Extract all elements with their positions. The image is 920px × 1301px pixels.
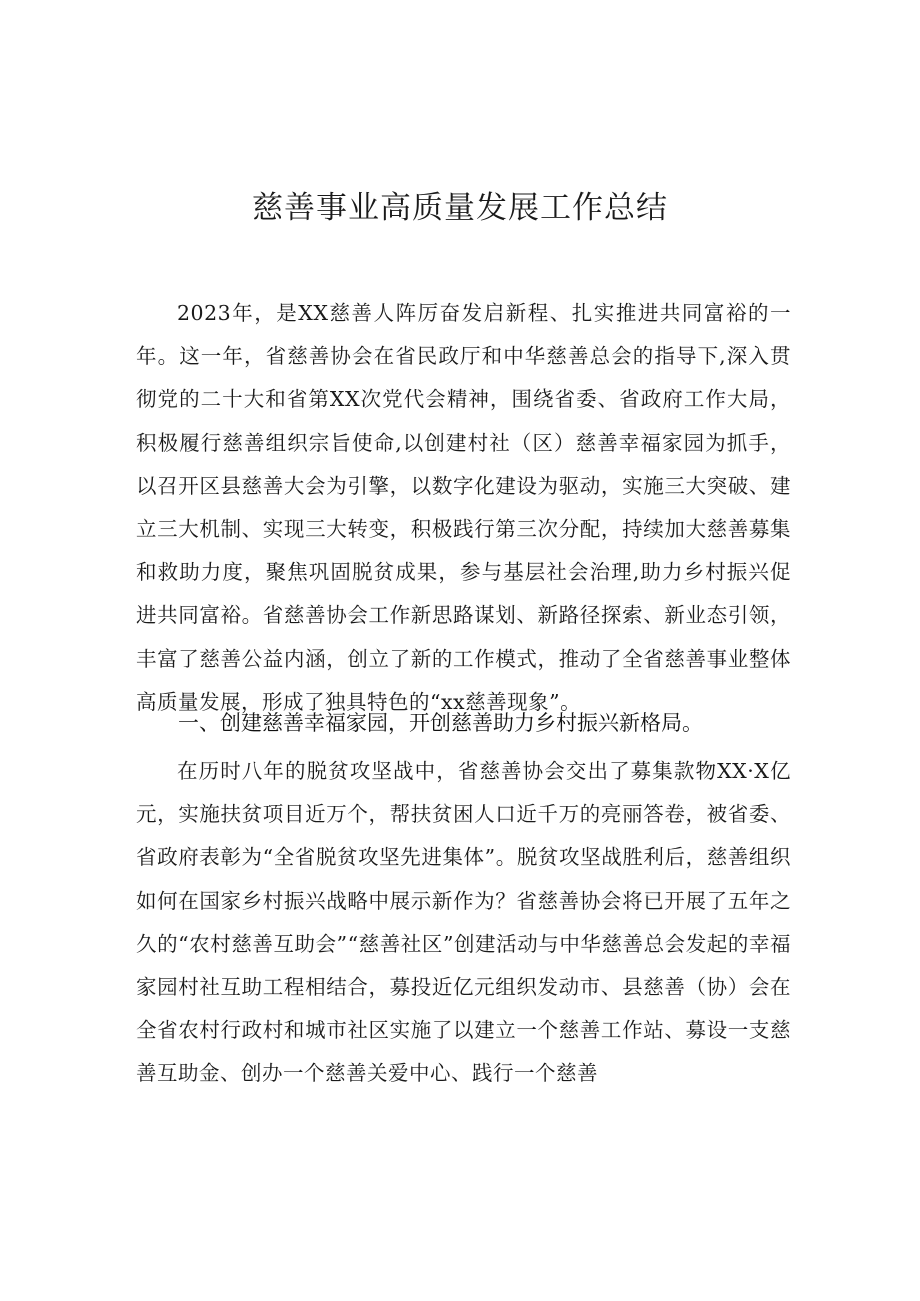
document-title: 慈善事业高质量发展工作总结 (252, 190, 668, 226)
section-heading-1: 一、创建慈善幸福家园，开创慈善助力乡村振兴新格局。 (178, 711, 703, 735)
body-paragraph-intro: 2023年，是XX慈善人阵厉奋发启新程、扎实推进共同富裕的一年。这一年，省慈善协会在省民政厅和中华慈善总会的指导下,深入贯彻党的二十大和省第XX次党代会精神，围绕省委、省政府工作大局，积极履行慈善组织宗旨使命,以创建村社（区）慈善幸福家园为抓手，以召开区县慈善大会为引擎，以数字化建设为驱动，实施三大突破、建立三大机制、实现三大转变，积极践行第三次分配，持续加大慈善募集和救助力度，聚焦巩固脱贫成果，参与基层社会治理,助力乡村振兴促进共同富裕。省慈善协会工作新思路谋划、新路径探索、新业态引领，丰富了慈善公益内涵，创立了新的工作模式，推动了全省慈善事业整体高质量发展，形成了独具特色的“xx慈善现象”。 (136, 301, 791, 714)
body-paragraph-section-1: 在历时八年的脱贫攻坚战中，省慈善协会交出了募集款物XX·X亿元，实施扶贫项目近万个，帮扶贫困人口近千万的亮丽答卷，被省委、省政府表彰为“全省脱贫攻坚先进集体”。脱贫攻坚战胜利后，慈善组织如何在国家乡村振兴战略中展示新作为？省慈善协会将已开展了五年之久的“农村慈善互助会”“慈善社区”创建活动与中华慈善总会发起的幸福家园村社互助工程相结合，募投近亿元组织发动市、县慈善（协）会在全省农村行政村和城市社区实施了以建立一个慈善工作站、募设一支慈善互助金、创办一个慈善关爱中心、践行一个慈善 (136, 759, 791, 1086)
